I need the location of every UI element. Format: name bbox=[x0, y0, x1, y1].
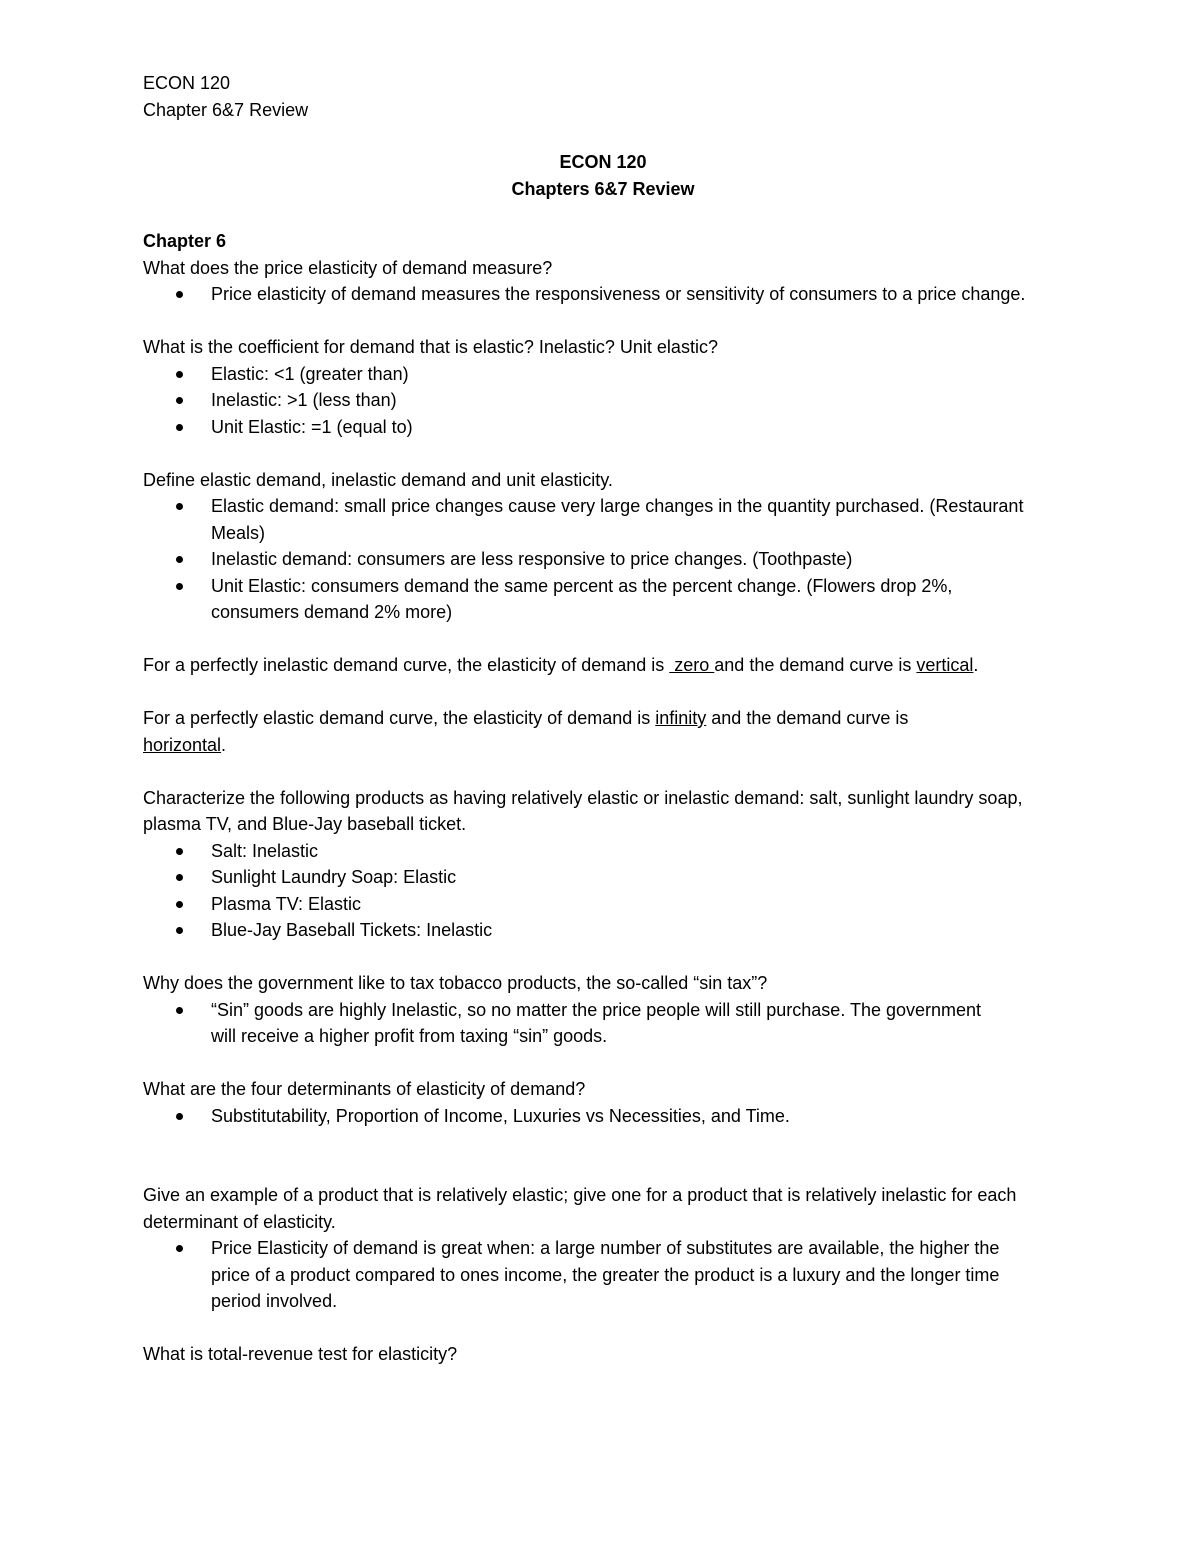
question-text: Why does the government like to tax tobacco products, the so-called “sin tax”? bbox=[143, 973, 768, 993]
section-q2 bbox=[143, 334, 1063, 440]
section-q3 bbox=[143, 467, 1063, 626]
question-text: What are the four determinants of elasticity of demand? bbox=[143, 1079, 586, 1099]
page-header bbox=[143, 70, 1063, 123]
question-text: Define elastic demand, inelastic demand and unit elasticity. bbox=[143, 469, 613, 490]
section-q4 bbox=[143, 652, 1063, 679]
section-q6 bbox=[143, 785, 1063, 944]
question-text: What does the price elasticity of demand measure? bbox=[143, 257, 553, 278]
answer-list bbox=[143, 1235, 1063, 1315]
fill-in-sentence bbox=[143, 652, 1063, 679]
question-text: Give an example of a product that is relatively elastic; give one for a product that is relatively inelastic for each determinant of elasticity. bbox=[143, 1185, 1017, 1232]
answer-list bbox=[143, 997, 1063, 1050]
header-subtitle: Chapter 6&7 Review bbox=[143, 99, 309, 120]
answer-item: Salt: Inelastic bbox=[143, 838, 1063, 865]
answer-item: Price elasticity of demand measures the responsiveness or sensitivity of consumers to a price change. bbox=[143, 281, 1041, 308]
section-q10 bbox=[143, 1341, 1063, 1368]
answer-item: Elastic demand: small price changes cause very large changes in the quantity purchased. (Restaurant Meals) bbox=[143, 493, 1031, 546]
section-q8 bbox=[143, 1076, 1063, 1129]
sentence-part: and the demand curve is bbox=[714, 655, 917, 675]
sentence-part: For a perfectly elastic demand curve, the elasticity of demand is bbox=[143, 708, 656, 728]
answer-item: Elastic: <1 (greater than) bbox=[143, 361, 1063, 388]
section-q1 bbox=[143, 228, 1063, 308]
chapter-label: Chapter 6 bbox=[143, 231, 227, 251]
question-text: What is the coefficient for demand that is elastic? Inelastic? Unit elastic? bbox=[143, 337, 718, 357]
sentence-part: and the demand curve is bbox=[706, 708, 909, 728]
answer-item: Plasma TV: Elastic bbox=[143, 891, 1063, 918]
document-page bbox=[143, 70, 1063, 1394]
answer-item: Sunlight Laundry Soap: Elastic bbox=[143, 864, 1063, 891]
sentence-part: . bbox=[221, 734, 227, 755]
answer-blank: infinity bbox=[655, 708, 707, 728]
section-q9 bbox=[143, 1182, 1063, 1315]
answer-list bbox=[143, 281, 1063, 308]
answer-item: Blue-Jay Baseball Tickets: Inelastic bbox=[143, 917, 1063, 944]
answer-item: “Sin” goods are highly Inelastic, so no matter the price people will still purchase. The government will receive a higher profit from taxing “sin” goods. bbox=[143, 997, 1011, 1050]
sentence-part: . bbox=[973, 655, 979, 675]
answer-list bbox=[143, 361, 1063, 441]
title-course: ECON 120 bbox=[559, 152, 647, 172]
answer-item: Price Elasticity of demand is great when: a large number of substitutes are available, the higher the price of a product compared to ones income, the greater the product is a luxury and the longer time period involved. bbox=[143, 1235, 1031, 1315]
question-text: What is total-revenue test for elasticity? bbox=[143, 1344, 458, 1364]
answer-list bbox=[143, 1103, 1063, 1130]
fill-in-sentence-cont bbox=[143, 732, 1063, 759]
fill-in-sentence bbox=[143, 705, 1063, 732]
sentence-part: For a perfectly inelastic demand curve, the elasticity of demand is bbox=[143, 655, 670, 675]
answer-blank: vertical bbox=[916, 655, 974, 675]
blank-line bbox=[143, 1156, 1063, 1183]
answer-list bbox=[143, 838, 1063, 944]
document-title bbox=[143, 149, 1063, 202]
answer-item: Inelastic demand: consumers are less responsive to price changes. (Toothpaste) bbox=[143, 546, 1063, 573]
answer-list bbox=[143, 493, 1063, 626]
answer-item: Substitutability, Proportion of Income, Luxuries vs Necessities, and Time. bbox=[143, 1103, 1063, 1130]
section-q7 bbox=[143, 970, 1063, 1050]
answer-item: Unit Elastic: consumers demand the same percent as the percent change. (Flowers drop 2%, consumers demand 2% more) bbox=[143, 573, 1031, 626]
answer-blank: horizontal bbox=[143, 734, 222, 755]
header-course: ECON 120 bbox=[143, 73, 231, 93]
answer-item: Unit Elastic: =1 (equal to) bbox=[143, 414, 1063, 441]
section-q5 bbox=[143, 705, 1063, 758]
title-heading: Chapters 6&7 Review bbox=[511, 178, 695, 199]
question-text: Characterize the following products as having relatively elastic or inelastic demand: salt, sunlight laundry soap, plasma TV, and Blue-Jay baseball ticket. bbox=[143, 787, 1023, 834]
answer-item: Inelastic: >1 (less than) bbox=[143, 387, 1063, 414]
answer-blank: zero bbox=[669, 655, 715, 675]
